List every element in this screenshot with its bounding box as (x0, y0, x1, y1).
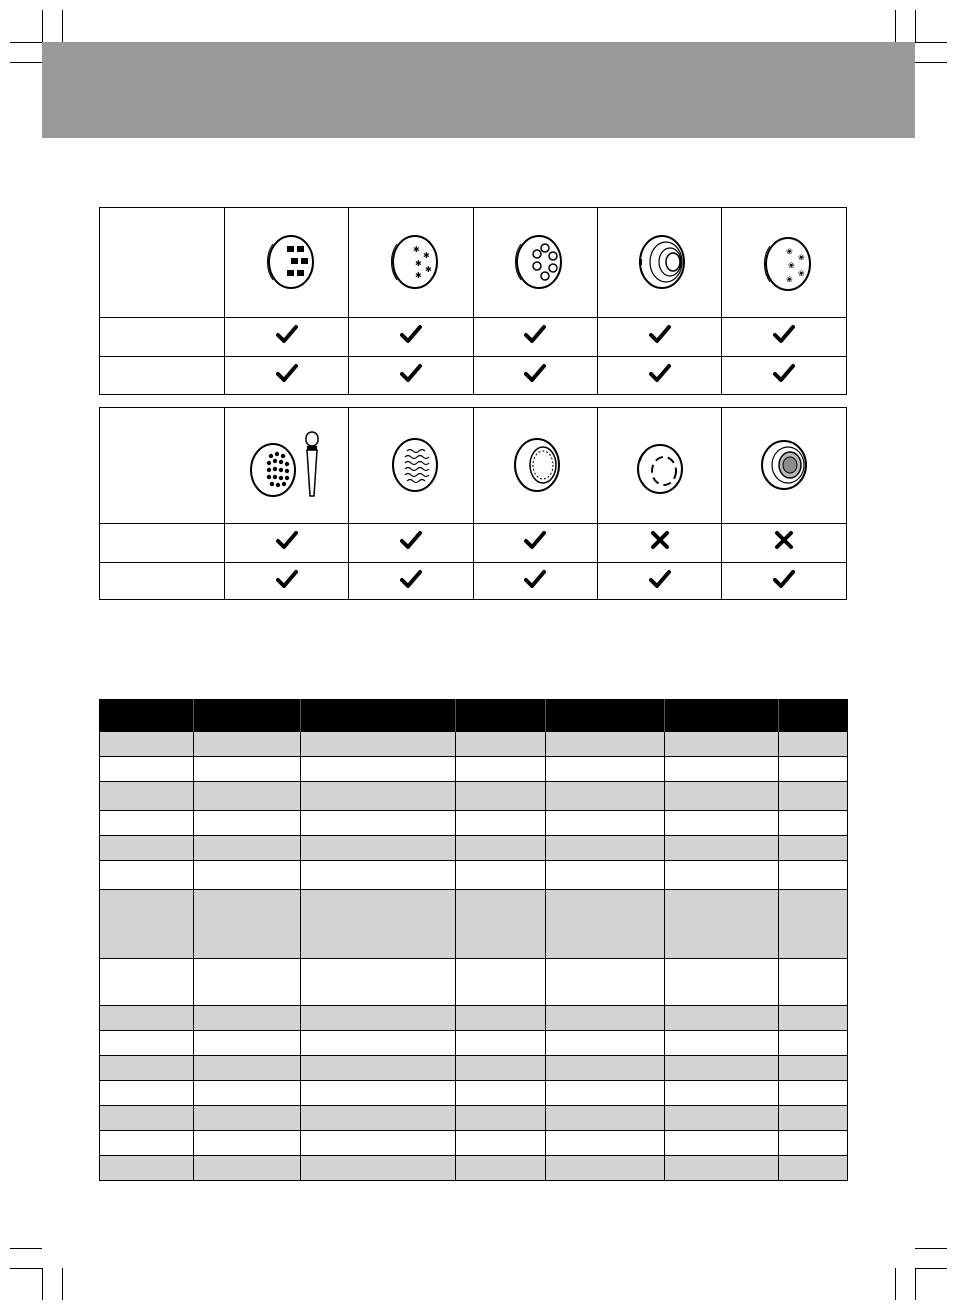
ring-hole-die-icon (503, 230, 567, 294)
table-cell (301, 1156, 456, 1181)
check-mark-icon (524, 569, 546, 589)
table-cell (546, 959, 665, 1006)
column-header (665, 699, 779, 732)
table-row (100, 836, 848, 861)
table-cell (194, 959, 301, 1006)
attachment-cell (473, 408, 597, 523)
attachment-grid-bottom (99, 407, 847, 600)
table-row (100, 732, 848, 757)
table-cell (779, 890, 848, 959)
cross-mark-icon (774, 530, 794, 550)
svg-text:❀: ❀ (788, 261, 795, 271)
crop-mark (10, 42, 42, 43)
table-cell (100, 861, 194, 890)
table-cell (100, 836, 194, 861)
table-cell (665, 811, 779, 836)
table-cell (301, 959, 456, 1006)
table-cell (546, 1056, 665, 1081)
table-cell (100, 1056, 194, 1081)
multi-hole-die-with-tool-icon (239, 430, 335, 500)
table-cell (301, 890, 456, 959)
table-cell (194, 782, 301, 811)
table-cell (456, 1131, 546, 1156)
cross-mark-icon (650, 530, 670, 550)
svg-text:❀: ❀ (798, 253, 805, 263)
table-cell (779, 959, 848, 1006)
table-cell (301, 861, 456, 890)
attachment-cell (349, 408, 473, 523)
mark-cell (225, 317, 349, 356)
table-cell (665, 782, 779, 811)
table-cell (194, 836, 301, 861)
header-band (42, 42, 915, 138)
table-cell (779, 861, 848, 890)
column-header (100, 699, 194, 732)
table-row (100, 959, 848, 1006)
table-cell (194, 1156, 301, 1181)
table-cell (301, 782, 456, 811)
table-cell (456, 959, 546, 1006)
table-row (100, 861, 848, 890)
table-cell (301, 1031, 456, 1056)
table-cell (100, 1131, 194, 1156)
table-cell (194, 1081, 301, 1106)
table-cell (779, 1006, 848, 1031)
table-cell (100, 1081, 194, 1106)
row-label (100, 562, 225, 600)
check-mark-icon (276, 530, 298, 550)
table-cell (546, 861, 665, 890)
attachment-grid-top (99, 207, 847, 395)
check-mark-icon (524, 363, 546, 383)
grid-corner-cell (100, 408, 225, 523)
table-cell (665, 757, 779, 782)
square-hole-die-icon (255, 230, 319, 294)
crop-mark (915, 1268, 916, 1300)
mark-cell (349, 523, 473, 562)
mark-cell (597, 562, 721, 600)
mark-cell (597, 523, 721, 562)
table-cell (546, 1006, 665, 1031)
table-cell (665, 1031, 779, 1056)
table-cell (100, 811, 194, 836)
column-header (779, 699, 848, 732)
table-cell (100, 959, 194, 1006)
column-header (546, 699, 665, 732)
dashed-ring-die-icon (628, 433, 692, 497)
check-mark-icon (400, 324, 422, 344)
table-cell (779, 1081, 848, 1106)
table-row (100, 1106, 848, 1131)
svg-text:❀: ❀ (798, 269, 805, 279)
crop-mark (42, 10, 43, 42)
table-cell (194, 1006, 301, 1031)
table-row (100, 1031, 848, 1056)
table-cell (779, 782, 848, 811)
crop-mark (915, 1268, 947, 1269)
svg-text:✱: ✱ (422, 251, 430, 261)
table-cell (665, 890, 779, 959)
table-cell (546, 732, 665, 757)
table-cell (779, 1031, 848, 1056)
table-cell (100, 1156, 194, 1181)
table-cell (456, 890, 546, 959)
table-cell (546, 1106, 665, 1131)
svg-text:❀: ❀ (786, 275, 793, 285)
check-mark-icon (276, 569, 298, 589)
mark-cell (473, 562, 597, 600)
table-cell (779, 1131, 848, 1156)
table-cell (456, 782, 546, 811)
solid-disc-die-icon (752, 433, 816, 497)
mark-cell (473, 356, 597, 394)
star-hole-die-icon (379, 230, 443, 294)
table-cell (100, 757, 194, 782)
crop-mark (62, 1268, 63, 1300)
thin-ring-die-icon (503, 433, 567, 497)
table-cell (301, 1006, 456, 1031)
check-mark-icon (649, 324, 671, 344)
attachment-cell (225, 408, 349, 523)
table-cell (665, 959, 779, 1006)
table-cell (301, 757, 456, 782)
table-cell (194, 1056, 301, 1081)
table-cell (779, 1156, 848, 1181)
table-row (100, 1156, 848, 1181)
column-header (456, 699, 546, 732)
check-mark-icon (276, 363, 298, 383)
table-cell (665, 732, 779, 757)
table-cell (100, 1006, 194, 1031)
crop-mark (62, 10, 63, 42)
table-cell (665, 1006, 779, 1031)
svg-text:✱: ✱ (414, 271, 422, 281)
crop-mark (915, 1248, 947, 1249)
table-cell (194, 1031, 301, 1056)
table-cell (456, 1106, 546, 1131)
crop-mark (915, 10, 916, 42)
mark-cell (349, 562, 473, 600)
table-cell (100, 732, 194, 757)
check-mark-icon (400, 363, 422, 383)
crop-mark (10, 62, 42, 63)
mark-cell (349, 317, 473, 356)
check-mark-icon (400, 569, 422, 589)
mark-cell (597, 356, 721, 394)
svg-text:✱: ✱ (424, 265, 432, 275)
table-cell (456, 861, 546, 890)
table-row (100, 811, 848, 836)
table-cell (779, 1056, 848, 1081)
table-cell (194, 757, 301, 782)
crop-mark (895, 1268, 896, 1300)
svg-text:✱: ✱ (414, 259, 422, 269)
column-header (194, 699, 301, 732)
table-cell (301, 1106, 456, 1131)
crop-mark (10, 1248, 42, 1249)
table-cell (301, 732, 456, 757)
table-cell (194, 1106, 301, 1131)
crop-mark (42, 1268, 43, 1300)
attachment-cell (722, 208, 846, 317)
table-row (100, 757, 848, 782)
table-cell (100, 1031, 194, 1056)
check-mark-icon (773, 324, 795, 344)
column-header (301, 699, 456, 732)
mark-cell (225, 523, 349, 562)
table-row (100, 782, 848, 811)
table-cell (301, 1131, 456, 1156)
table-cell (546, 836, 665, 861)
table-row (100, 1006, 848, 1031)
mark-cell (473, 317, 597, 356)
table-cell (665, 861, 779, 890)
check-mark-icon (400, 530, 422, 550)
table-cell (665, 1081, 779, 1106)
table-cell (456, 836, 546, 861)
mark-cell (597, 317, 721, 356)
row-label (100, 356, 225, 394)
svg-text:❀: ❀ (786, 247, 793, 257)
table-cell (456, 757, 546, 782)
table-cell (546, 1156, 665, 1181)
table-cell (194, 811, 301, 836)
table-cell (456, 811, 546, 836)
table-row (100, 1131, 848, 1156)
table-cell (779, 836, 848, 861)
attachment-cell (349, 208, 473, 317)
table-row (100, 1081, 848, 1106)
crop-mark (10, 1268, 42, 1269)
table-cell (456, 1081, 546, 1106)
table-cell (665, 1156, 779, 1181)
grid-corner-cell (100, 208, 225, 317)
table-cell (100, 890, 194, 959)
round-opening-die-icon (628, 230, 692, 294)
attachment-cell (225, 208, 349, 317)
mark-cell (722, 317, 846, 356)
table-cell (301, 836, 456, 861)
check-mark-icon (649, 569, 671, 589)
table-cell (546, 890, 665, 959)
table-cell (194, 890, 301, 959)
table-cell (546, 1131, 665, 1156)
mark-cell (722, 356, 846, 394)
check-mark-icon (524, 530, 546, 550)
check-mark-icon (524, 324, 546, 344)
table-cell (665, 1131, 779, 1156)
flower-hole-die-icon (752, 230, 816, 294)
row-label (100, 317, 225, 356)
table-cell (301, 811, 456, 836)
mark-cell (225, 356, 349, 394)
mark-cell (349, 356, 473, 394)
wavy-slot-die-icon (379, 433, 443, 497)
table-cell (301, 1081, 456, 1106)
spec-table-header-row (100, 699, 848, 732)
svg-text:✱: ✱ (412, 245, 420, 255)
table-cell (456, 1006, 546, 1031)
table-cell (665, 1056, 779, 1081)
table-cell (546, 1081, 665, 1106)
table-cell (779, 811, 848, 836)
attachment-cell (597, 208, 721, 317)
table-cell (546, 1031, 665, 1056)
mark-cell (473, 523, 597, 562)
crop-mark (895, 10, 896, 42)
table-cell (665, 836, 779, 861)
table-cell (100, 1106, 194, 1131)
mark-cell (225, 562, 349, 600)
check-mark-icon (773, 363, 795, 383)
check-mark-icon (276, 324, 298, 344)
mark-cell (722, 523, 846, 562)
row-label (100, 523, 225, 562)
crop-mark (915, 62, 947, 63)
table-cell (779, 1106, 848, 1131)
mark-cell (722, 562, 846, 600)
table-cell (546, 811, 665, 836)
table-cell (546, 782, 665, 811)
table-row (100, 890, 848, 959)
table-cell (456, 1056, 546, 1081)
check-mark-icon (649, 363, 671, 383)
table-cell (456, 1031, 546, 1056)
table-cell (194, 861, 301, 890)
spec-table (99, 699, 848, 1181)
table-cell (546, 757, 665, 782)
table-row (100, 1056, 848, 1081)
table-cell (194, 1131, 301, 1156)
table-cell (456, 732, 546, 757)
table-cell (779, 732, 848, 757)
crop-mark (915, 42, 947, 43)
attachment-cell (722, 408, 846, 523)
table-cell (301, 1056, 456, 1081)
check-mark-icon (773, 569, 795, 589)
attachment-cell (473, 208, 597, 317)
table-cell (456, 1156, 546, 1181)
attachment-cell (597, 408, 721, 523)
table-cell (779, 757, 848, 782)
table-cell (665, 1106, 779, 1131)
table-cell (100, 782, 194, 811)
table-cell (194, 732, 301, 757)
